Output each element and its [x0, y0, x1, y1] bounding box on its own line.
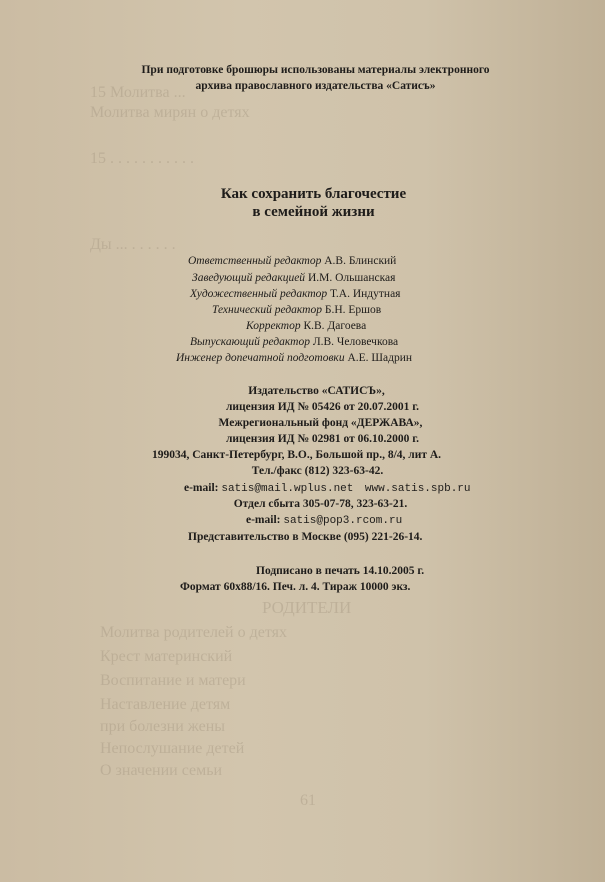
credit-row [190, 336, 398, 348]
email-label: e-mail: [184, 482, 219, 494]
fund-license: лицензия ИД № 02981 от 06.10.2000 г. [225, 433, 420, 445]
publisher-phone: Тел./факс (812) 323-63-42. [251, 465, 384, 477]
credit-row [190, 288, 400, 300]
credit-role: Ответственный редактор [188, 255, 322, 267]
credit-name: К.В. Дагоева [303, 320, 367, 332]
publisher-address: 199034, Санкт-Петербург, В.О., Большой пр., 8/4, лит А. [152, 449, 442, 461]
credit-role: Выпускающий редактор [190, 336, 310, 348]
print-format: Формат 60x88/16. Печ. л. 4. Тираж 10000 экз. [180, 581, 411, 593]
credit-name: Б.Н. Ершов [324, 304, 382, 316]
credit-row [188, 255, 396, 267]
website-link[interactable]: www.satis.spb.ru [364, 483, 471, 495]
credit-role: Корректор [246, 320, 301, 332]
publisher-name: Издательство «САТИСЪ», [248, 385, 385, 397]
credit-role: Заведующий редакцией [192, 272, 306, 284]
credit-name: И.М. Ольшанская [307, 272, 396, 284]
sales-department: Отдел сбыта 305-07-78, 323-63-21. [233, 498, 408, 510]
credit-row [176, 352, 412, 364]
credit-row [192, 272, 395, 284]
fund-name: Межрегиональный фонд «ДЕРЖАВА», [218, 417, 423, 429]
email-link[interactable]: satis@mail.wplus.net [221, 483, 354, 495]
credit-name: А.В. Блинский [324, 255, 397, 267]
credit-role: Художественный редактор [190, 288, 328, 300]
title-line-2: в семейной жизни [252, 204, 375, 220]
credit-row [246, 320, 366, 332]
publisher-license-1: лицензия ИД № 05426 от 20.07.2001 г. [225, 401, 420, 413]
credit-role: Инженер допечатной подготовки [176, 352, 345, 364]
intro-line-1: При подготовке брошюры использованы материалы электронного [141, 64, 490, 76]
title-line-1: Как сохранить благочестие [220, 186, 407, 202]
credit-row [212, 304, 381, 316]
email-link-2[interactable]: satis@pop3.rcom.ru [283, 515, 403, 527]
email-row-2 [246, 514, 402, 527]
credit-role: Технический редактор [212, 304, 322, 316]
credit-name: А.Е. Шадрин [347, 352, 413, 364]
signed-date: Подписано в печать 14.10.2005 г. [256, 565, 425, 577]
email-row [184, 482, 471, 495]
credit-name: Т.А. Индутная [330, 288, 401, 300]
email-label-2: e-mail: [246, 514, 281, 526]
credit-name: Л.В. Человечкова [312, 336, 399, 348]
intro-line-2: архива православного издательства «Сатисъ» [195, 80, 436, 92]
moscow-office: Представительство в Москве (095) 221-26-14. [188, 531, 423, 543]
